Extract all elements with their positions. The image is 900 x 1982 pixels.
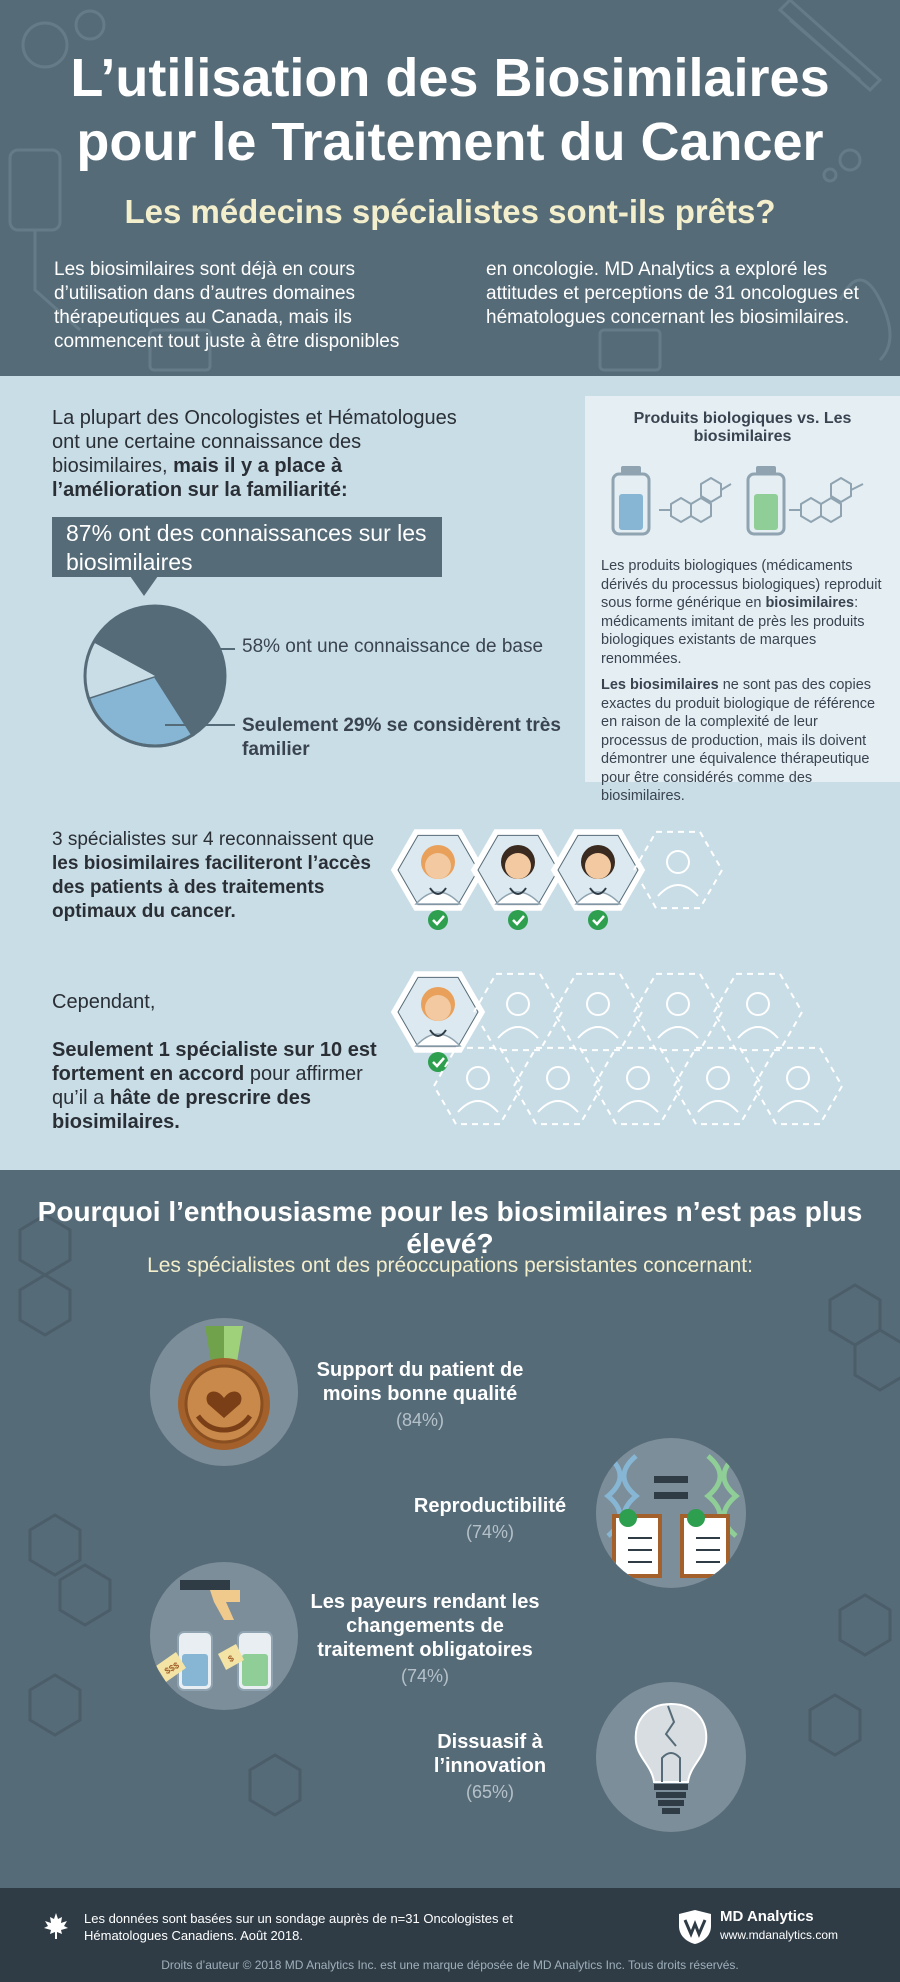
info-box-paragraph-1 [601,557,884,668]
header-section [0,0,900,376]
familiarity-text [52,406,472,502]
footer-survey-note: Les données sont basées sur un sondage auprès de n=31 Oncologistes et Hématologues Canadiens. Août 2018. [84,1911,513,1943]
footer [0,1888,900,1982]
familiarity-text-plain: La plupart des Oncologistes et Hématologues ont une certaine connaissance des biosimilaires, [52,407,457,477]
specialist-placeholder-icon [514,1048,602,1124]
page-subtitle: Les médecins spécialistes sont-ils prêts? [124,193,776,230]
footer-brand: MD Analytics [720,1908,814,1925]
price-tag-cheap: $ [226,1653,236,1665]
specialist-agree-icon [472,830,564,930]
info-box-p2-rest: ne sont pas des copies exactes du produit biologique de référence en raison de la complexité de leur processus de production, mais ils doivent démontrer une équivalence thérapeutique pour être considérés comme des biosimilaires. [601,677,876,804]
broken-lightbulb-icon [596,1682,746,1832]
access-specialists-graphic [388,824,748,934]
md-analytics-logo-icon [675,1906,715,1946]
intro-right: en oncologie. MD Analytics a exploré les attitudes et perceptions de 31 oncologues et hématologues concernant les biosimilaires. [486,259,859,328]
info-box-p1-b: : médicaments imitant de près les produits biologiques existants de marques renommées. [601,595,865,667]
specialist-agree-icon [392,972,484,1072]
info-box-p1-bold: biosimilaires [765,595,855,611]
prescribe-text [52,990,382,1134]
info-box-title: Produits biologiques vs. Les biosimilaires [633,410,852,445]
concern-percent: (84%) [395,1410,444,1430]
prescribe-plain-1: pour affirmer qu’il a [52,1063,363,1109]
concern-label: Support du patient de moins bonne qualité [316,1359,524,1405]
access-text [52,828,402,924]
concern-label: Dissuasif à l’innovation [433,1731,547,1777]
pie-leader-line-familiar [165,724,235,726]
prescribe-bold-1: Seulement 1 spécialiste sur 10 est fortement en accord [52,1039,377,1085]
title-line-2: pour le Traitement du Cancer [76,112,824,172]
familiarity-section [0,376,900,1170]
pie-label-basic: 58% ont une connaissance de base [242,636,544,657]
familiarity-pie-chart [80,601,230,751]
specialist-placeholder-icon [594,1048,682,1124]
concern-patient-support [300,1358,540,1432]
prescribe-specialists-graphic [388,966,868,1166]
pie-label-familiar: Seulement 29% se considèrent très familier [242,715,561,760]
specialist-placeholder-icon [754,1048,842,1124]
biologics-info-box [585,396,900,804]
concern-percent: (74%) [465,1522,514,1542]
title-line-1: L’utilisation des Biosimilaires [70,48,830,108]
concern-reproducibility [390,1494,590,1544]
specialist-placeholder-icon [714,974,802,1050]
info-box-p1-a: Les produits biologiques (médicaments dérivés du processus biologiques) reproduit sous forme générique en [601,558,882,611]
specialist-placeholder-icon [634,832,722,908]
familiarity-text-bold: mais il y a place à l’amélioration sur la familiarité: [52,455,348,501]
specialist-placeholder-icon [474,974,562,1050]
prescribe-bold-2: hâte de prescrire des biosimilaires. [52,1087,312,1133]
page-title [0,46,900,174]
concerns-section [0,1170,900,1888]
maple-leaf-icon [42,1912,70,1940]
intro-left: Les biosimilaires sont déjà en cours d’utilisation dans d’autres domaines thérapeutiques au Canada, mais ils commencent tout juste à être disponibles [54,259,400,352]
concerns-title: Pourquoi l’enthousiasme pour les biosimilaires n’est pas plus élevé? [37,1196,863,1259]
dna-equal-icon [596,1438,746,1588]
specialist-agree-icon [552,830,644,930]
concerns-subtitle: Les spécialistes ont des préoccupations persistantes concernant: [147,1254,753,1277]
info-box-p2-bold: Les biosimilaires [601,677,719,693]
concern-innovation [410,1730,570,1804]
specialist-agree-icon [392,830,484,930]
payers-vials-icon [150,1562,298,1710]
concern-percent: (74%) [400,1666,449,1686]
footer-url[interactable]: www.mdanalytics.com [720,1928,839,1942]
prescribe-intro: Cependant, [52,991,156,1013]
vials-molecule-illustration [601,454,884,544]
callout-tail [130,576,158,596]
concern-label: Reproductibilité [413,1495,567,1517]
specialist-placeholder-icon [634,974,722,1050]
concern-label: Les payeurs rendant les changements de traitement obligatoires [310,1591,540,1661]
access-text-bold: les biosimilaires faciliteront l’accès des patients à des traitements optimaux du cancer. [52,853,371,922]
concern-percent: (65%) [465,1782,514,1802]
specialist-placeholder-icon [554,974,642,1050]
patient-support-medal-icon [150,1318,298,1466]
price-tag-expensive: $$$ [162,1660,181,1677]
concern-payers [300,1590,550,1688]
pie-leader-line-basic [205,648,235,650]
info-box-paragraph-2 [601,676,884,806]
specialist-placeholder-icon [674,1048,762,1124]
knowledge-callout: 87% ont des connaissances sur les biosimilaires [52,517,442,577]
footer-copyright: Droits d’auteur © 2018 MD Analytics Inc. est une marque déposée de MD Analytics Inc. Tous droits réservés. [161,1958,739,1972]
access-text-plain: 3 spécialistes sur 4 reconnaissent que [52,829,375,850]
